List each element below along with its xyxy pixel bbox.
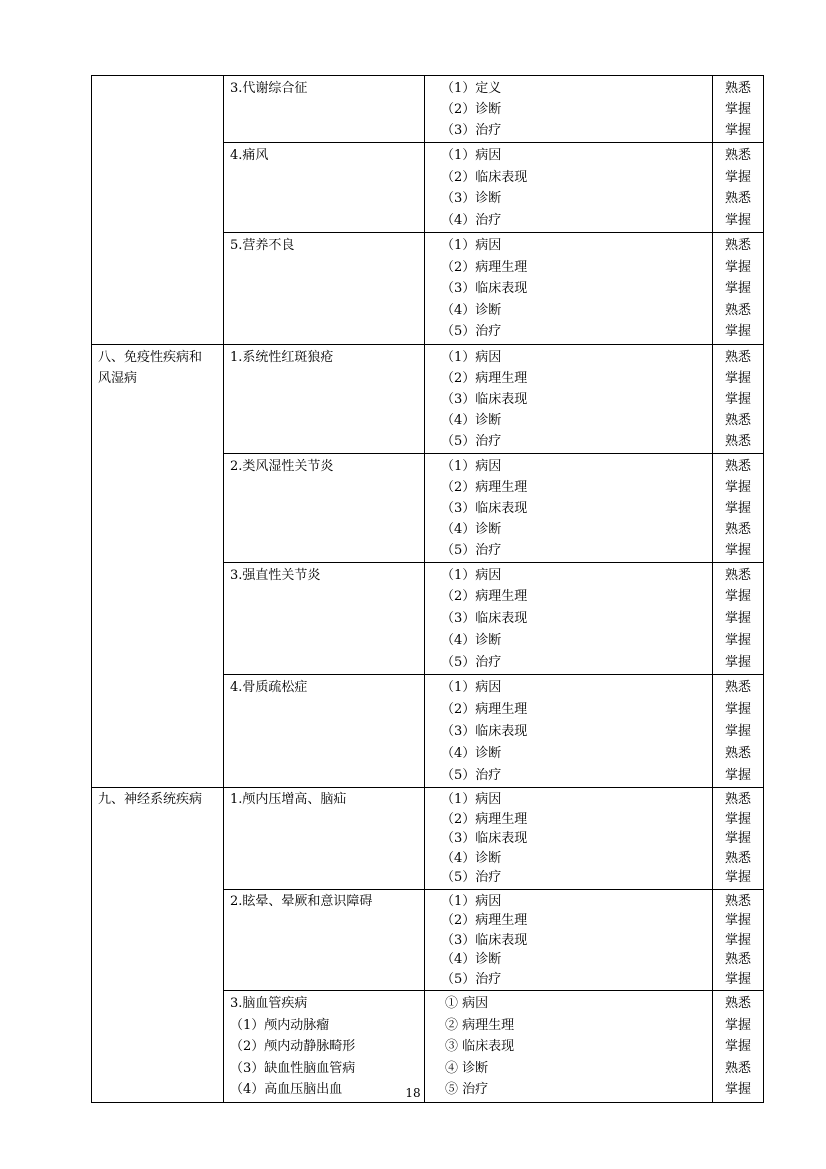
level-cell-line: 掌握 [724, 281, 751, 296]
item-cell-line: ② 病理生理 [445, 1017, 515, 1033]
section-cell [92, 788, 224, 1103]
level-cell-line: 掌握 [724, 370, 751, 386]
topic-cell-line: （1）颅内动脉瘤 [230, 1017, 330, 1033]
topic-cell-line: 3.脑血管疾病 [230, 996, 308, 1012]
item-cell-line: （4）诊断 [441, 952, 502, 968]
table-row [92, 76, 764, 143]
level-cell-line: 掌握 [724, 589, 751, 605]
item-cell-line: ④ 诊断 [445, 1060, 489, 1076]
section-cell [92, 344, 224, 788]
section-cell [92, 76, 224, 345]
topic-cell [224, 76, 425, 143]
item-cell-line: （2）病理生理 [441, 259, 528, 275]
item-cell [425, 453, 713, 562]
item-cell-line: （3）治疗 [441, 123, 502, 138]
item-cell-line: （1）病因 [441, 792, 502, 808]
item-cell-line: （3）临床表现 [441, 500, 528, 516]
level-cell-line: 掌握 [724, 500, 751, 516]
item-cell-line: ⑤ 治疗 [445, 1082, 489, 1098]
item-cell-line: （5）治疗 [441, 433, 502, 449]
level-cell-line: 熟悉 [724, 952, 751, 968]
level-cell-line: 掌握 [724, 724, 751, 740]
item-cell-line: （1）病因 [441, 680, 502, 696]
level-cell [713, 889, 764, 991]
item-cell-line: （1）定义 [441, 81, 502, 96]
level-cell-line: 掌握 [724, 632, 751, 648]
topic-cell-line: 4.痛风 [230, 148, 269, 163]
syllabus-table [91, 75, 764, 1103]
level-cell-line: 熟悉 [724, 567, 751, 583]
level-cell-line: 掌握 [724, 932, 751, 948]
level-cell-line: 掌握 [724, 212, 751, 228]
page-number: 18 [405, 1086, 421, 1100]
item-cell-line: （2）诊断 [441, 102, 502, 117]
section-cell-line: 风湿病 [98, 370, 138, 386]
level-cell-line: 熟悉 [724, 412, 751, 428]
item-cell-line: （3）诊断 [441, 191, 502, 206]
item-cell [425, 788, 713, 890]
item-cell-line: （3）临床表现 [441, 932, 528, 948]
level-cell-line: 掌握 [724, 767, 751, 783]
level-cell [713, 675, 764, 788]
item-cell-line: （2）病理生理 [441, 479, 528, 495]
level-cell-line: 掌握 [724, 391, 751, 407]
item-cell-line: （2）病理生理 [441, 913, 528, 929]
item-cell-line: （3）临床表现 [441, 831, 528, 847]
level-cell-line: 熟悉 [724, 850, 751, 866]
topic-cell-line: 4.骨质疏松症 [230, 680, 308, 696]
level-cell-line: 熟悉 [724, 238, 751, 253]
level-cell-line: 熟悉 [724, 349, 751, 365]
level-cell-line: 掌握 [724, 542, 751, 558]
level-cell-line: 掌握 [724, 611, 751, 627]
item-cell [425, 562, 713, 675]
level-cell [713, 233, 764, 345]
level-cell-line: 掌握 [724, 831, 751, 847]
level-cell [713, 344, 764, 453]
level-cell [713, 76, 764, 143]
item-cell-line: （3）临床表现 [441, 391, 528, 407]
level-cell [713, 143, 764, 233]
topic-cell-line: （3）缺血性脑血管病 [230, 1060, 356, 1076]
item-cell-line: （4）诊断 [441, 632, 502, 648]
level-cell-line: 熟悉 [724, 893, 751, 909]
level-cell [713, 788, 764, 890]
item-cell-line: ① 病因 [445, 996, 489, 1012]
topic-cell [224, 889, 425, 991]
level-cell-line: 熟悉 [724, 148, 751, 163]
item-cell-line: （5）治疗 [441, 767, 502, 783]
item-cell-line: （2）病理生理 [441, 811, 528, 827]
item-cell-line: （1）病因 [441, 238, 502, 253]
level-cell-line: 熟悉 [724, 1060, 751, 1076]
topic-cell [224, 675, 425, 788]
item-cell-line: （5）治疗 [441, 542, 502, 558]
level-cell-line: 掌握 [724, 702, 751, 718]
topic-cell-line: 2.类风湿性关节炎 [230, 458, 334, 474]
level-cell-line: 掌握 [724, 479, 751, 495]
item-cell-line: （5）治疗 [441, 324, 502, 339]
item-cell [425, 344, 713, 453]
topic-cell-line: （4）高血压脑出血 [230, 1082, 343, 1098]
topic-cell [224, 344, 425, 453]
table-row [92, 344, 764, 453]
item-cell-line: （1）病因 [441, 893, 502, 909]
level-cell-line: 熟悉 [724, 433, 751, 449]
item-cell [425, 143, 713, 233]
topic-cell-line: 1.系统性红斑狼疮 [230, 349, 334, 365]
item-cell-line: （3）临床表现 [441, 724, 528, 740]
item-cell-line: （5）治疗 [441, 870, 502, 886]
item-cell [425, 675, 713, 788]
item-cell-line: （4）诊断 [441, 412, 502, 428]
level-cell-line: 熟悉 [724, 792, 751, 808]
item-cell-line: （2）病理生理 [441, 589, 528, 605]
item-cell-line: （4）诊断 [441, 302, 502, 318]
item-cell-line: （1）病因 [441, 458, 502, 474]
item-cell-line: （1）病因 [441, 148, 502, 163]
level-cell-line: 掌握 [724, 324, 751, 339]
topic-cell-line: （2）颅内动静脉畸形 [230, 1039, 356, 1055]
topic-cell [224, 453, 425, 562]
item-cell [425, 76, 713, 143]
level-cell-line: 掌握 [724, 169, 751, 185]
topic-cell [224, 143, 425, 233]
topic-cell-line: 2.眩晕、晕厥和意识障碍 [230, 893, 373, 909]
section-cell-line: 八、免疫性疾病和 [98, 349, 203, 365]
table-row [92, 788, 764, 890]
topic-cell [224, 562, 425, 675]
item-cell [425, 233, 713, 345]
level-cell-line: 掌握 [724, 1017, 751, 1033]
item-cell-line: （4）诊断 [441, 850, 502, 866]
level-cell-line: 掌握 [724, 811, 751, 827]
level-cell-line: 掌握 [724, 1039, 751, 1055]
level-cell-line: 熟悉 [724, 996, 751, 1012]
level-cell-line: 熟悉 [724, 521, 751, 537]
level-cell-line: 熟悉 [724, 191, 751, 206]
level-cell-line: 熟悉 [724, 745, 751, 761]
item-cell [425, 889, 713, 991]
item-cell-line: （4）诊断 [441, 521, 502, 537]
topic-cell [224, 233, 425, 345]
level-cell-line: 掌握 [724, 870, 751, 886]
level-cell-line: 熟悉 [724, 81, 751, 96]
level-cell-line: 掌握 [724, 913, 751, 929]
topic-cell-line: 3.强直性关节炎 [230, 567, 321, 583]
item-cell-line: （5）治疗 [441, 971, 502, 987]
item-cell-line: （2）临床表现 [441, 169, 528, 185]
topic-cell-line: 1.颅内压增高、脑疝 [230, 792, 347, 808]
level-cell-line: 掌握 [724, 1082, 751, 1098]
section-cell-line: 九、神经系统疾病 [98, 792, 203, 808]
level-cell-line: 掌握 [724, 259, 751, 275]
item-cell-line: （2）病理生理 [441, 702, 528, 718]
item-cell-line: ③ 临床表现 [445, 1039, 515, 1055]
item-cell-line: （3）临床表现 [441, 611, 528, 627]
topic-cell [224, 788, 425, 890]
level-cell-line: 掌握 [724, 102, 751, 117]
level-cell-line: 掌握 [724, 123, 751, 138]
topic-cell-line: 3.代谢综合征 [230, 81, 308, 96]
level-cell-line: 熟悉 [724, 680, 751, 696]
item-cell-line: （2）病理生理 [441, 370, 528, 386]
item-cell-line: （4）诊断 [441, 745, 502, 761]
level-cell-line: 熟悉 [724, 302, 751, 318]
level-cell [713, 453, 764, 562]
item-cell-line: （1）病因 [441, 567, 502, 583]
item-cell-line: （3）临床表现 [441, 281, 528, 296]
item-cell-line: （5）治疗 [441, 654, 502, 670]
level-cell [713, 562, 764, 675]
level-cell-line: 熟悉 [724, 458, 751, 474]
item-cell-line: （1）病因 [441, 349, 502, 365]
level-cell-line: 掌握 [724, 971, 751, 987]
syllabus-table-body [92, 76, 764, 1103]
topic-cell-line: 5.营养不良 [230, 238, 295, 253]
level-cell-line: 掌握 [724, 654, 751, 670]
item-cell-line: （4）治疗 [441, 212, 502, 228]
